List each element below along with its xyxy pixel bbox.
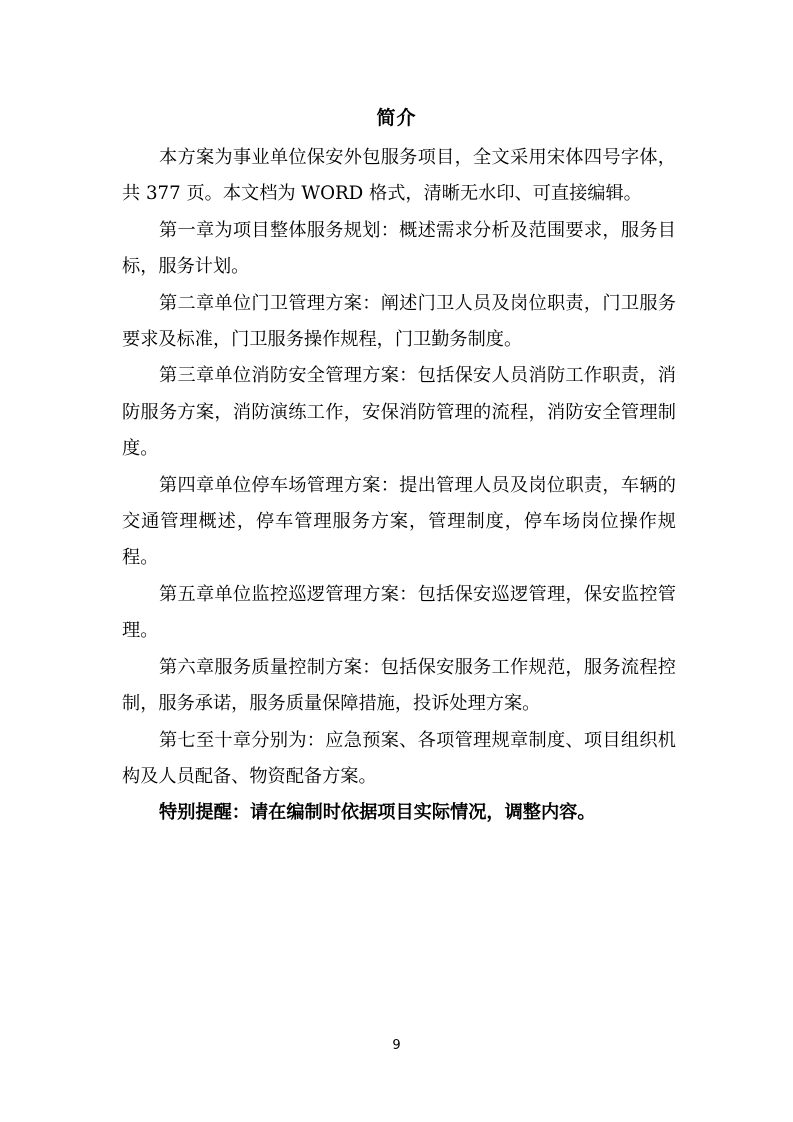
paragraph-chapter-5: 第五章单位监控巡逻管理方案：包括保安巡逻管理，保安监控管理。 (122, 583, 676, 642)
paragraph-chapter-6: 第六章服务质量控制方案：包括保安服务工作规范，服务流程控制，服务承诺，服务质量保障措施，投诉处理方案。 (122, 656, 676, 715)
page-title: 简介 (376, 107, 417, 129)
special-reminder: 特别提醒：请在编制时依据项目实际情况，调整内容。 (159, 802, 596, 824)
paragraph-chapter-2: 第二章单位门卫管理方案：阐述门卫人员及岗位职责，门卫服务要求及标准，门卫服务操作规程，门卫勤务制度。 (122, 292, 676, 351)
body-text (122, 140, 676, 832)
page-number: 9 (392, 1038, 401, 1053)
paragraph-chapter-4: 第四章单位停车场管理方案：提出管理人员及岗位职责，车辆的交通管理概述，停车管理服务方案，管理制度，停车场岗位操作规程。 (122, 474, 676, 569)
paragraph-chapter-7-10: 第七至十章分别为：应急预案、各项管理规章制度、项目组织机构及人员配备、物资配备方案。 (122, 729, 676, 787)
paragraph-chapter-1: 第一章为项目整体服务规划：概述需求分析及范围要求，服务目标，服务计划。 (122, 219, 676, 278)
paragraph-intro: 本方案为事业单位保安外包服务项目，全文采用宋体四号字体，共 377 页。本文档为 WORD 格式，清晰无水印、可直接编辑。 (122, 147, 676, 205)
paragraph-chapter-3: 第三章单位消防安全管理方案：包括保安人员消防工作职责，消防服务方案，消防演练工作，安保消防管理的流程，消防安全管理制度。 (122, 365, 676, 460)
